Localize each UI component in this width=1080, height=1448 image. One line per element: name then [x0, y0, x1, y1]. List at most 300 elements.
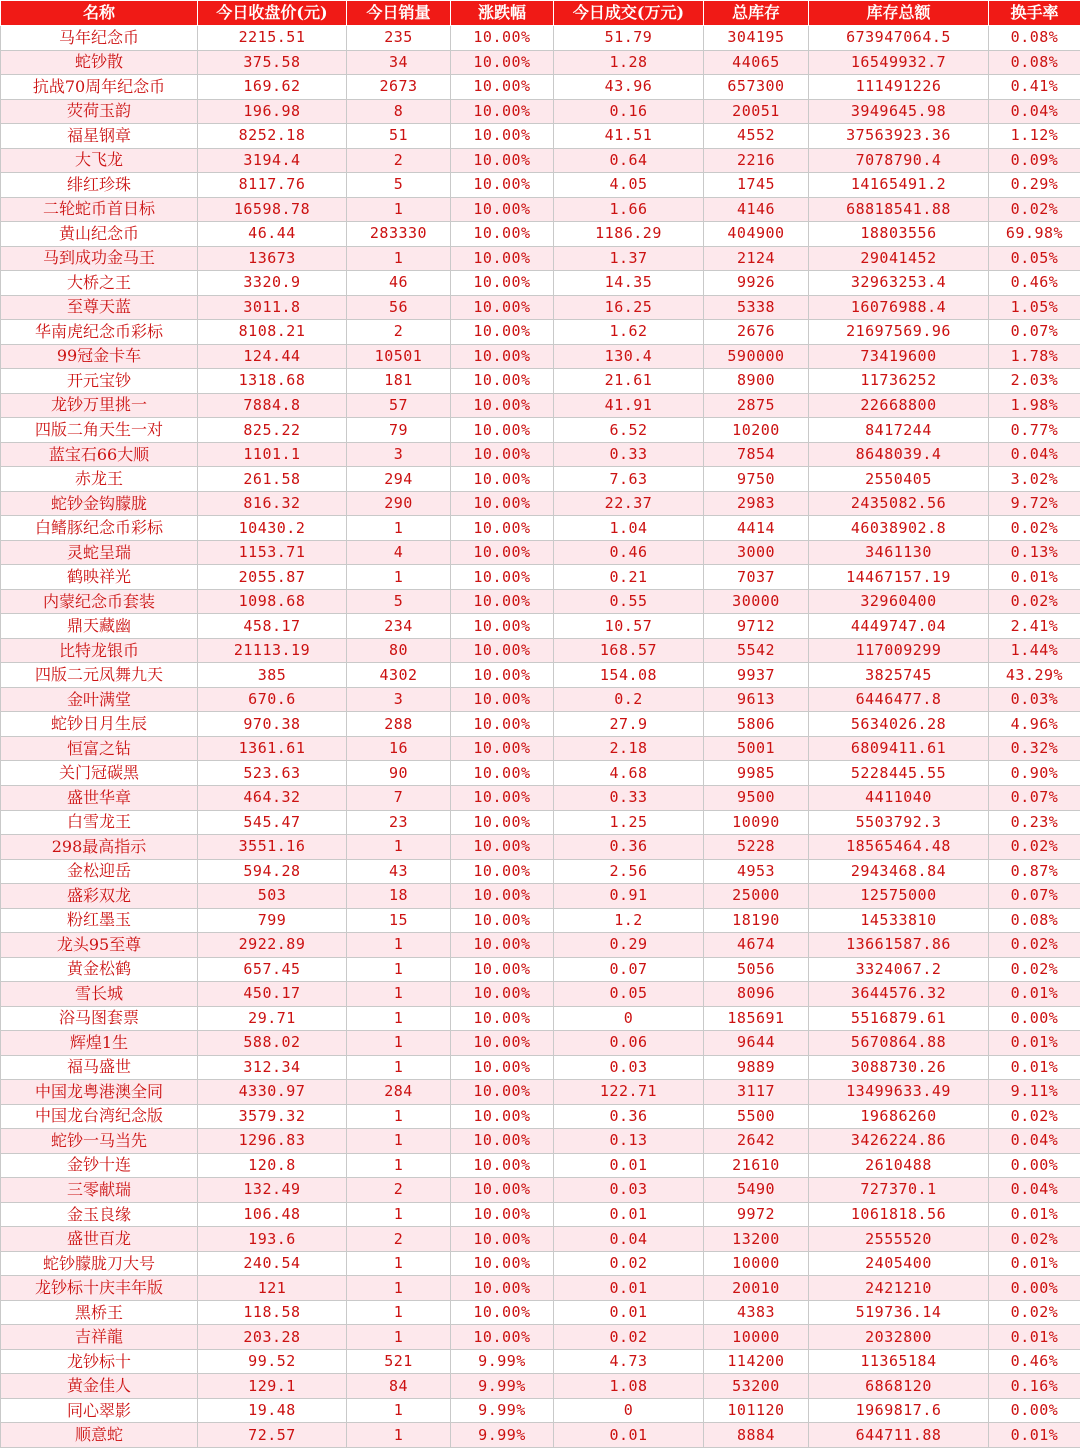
cell-name: 金钞十连 [1, 1153, 198, 1178]
cell-close-price: 545.47 [198, 810, 347, 835]
cell-close-price: 7884.8 [198, 393, 347, 418]
cell-total-stock: 4674 [704, 933, 809, 958]
column-header-turnover: 今日成交(万元) [554, 1, 704, 26]
cell-change-pct: 10.00% [451, 148, 554, 173]
cell-close-price: 2215.51 [198, 26, 347, 51]
cell-sales-volume: 1 [347, 565, 451, 590]
cell-turnover-rate: 0.05% [989, 246, 1080, 271]
cell-close-price: 670.6 [198, 687, 347, 712]
table-row [1, 933, 1080, 958]
column-header-stock-value: 库存总额 [809, 1, 989, 26]
cell-sales-volume: 80 [347, 638, 451, 663]
table-row [1, 859, 1080, 884]
cell-total-stock: 9750 [704, 467, 809, 492]
cell-turnover-rate: 9.11% [989, 1080, 1080, 1105]
cell-total-stock: 10000 [704, 1325, 809, 1350]
cell-change-pct: 10.00% [451, 687, 554, 712]
cell-sales-volume: 79 [347, 418, 451, 443]
cell-name: 福星钢章 [1, 124, 198, 149]
cell-name: 中国龙粤港澳全同 [1, 1080, 198, 1105]
table-row [1, 393, 1080, 418]
cell-close-price: 193.6 [198, 1227, 347, 1252]
table-row [1, 320, 1080, 345]
table-row [1, 295, 1080, 320]
cell-turnover-rate: 0.46% [989, 271, 1080, 296]
cell-sales-volume: 3 [347, 687, 451, 712]
table-row [1, 712, 1080, 737]
cell-close-price: 1296.83 [198, 1129, 347, 1154]
cell-stock-value: 644711.88 [809, 1423, 989, 1448]
cell-change-pct: 10.00% [451, 393, 554, 418]
cell-total-stock: 9985 [704, 761, 809, 786]
cell-name: 金叶满堂 [1, 687, 198, 712]
cell-total-stock: 404900 [704, 222, 809, 247]
cell-turnover: 0.33 [554, 785, 704, 810]
cell-stock-value: 3461130 [809, 540, 989, 565]
cell-name: 金松迎岳 [1, 859, 198, 884]
cell-sales-volume: 2 [347, 1227, 451, 1252]
cell-turnover-rate: 1.12% [989, 124, 1080, 149]
table-row [1, 908, 1080, 933]
cell-stock-value: 7078790.4 [809, 148, 989, 173]
cell-name: 金玉良缘 [1, 1202, 198, 1227]
cell-stock-value: 14533810 [809, 908, 989, 933]
cell-sales-volume: 1 [347, 982, 451, 1007]
cell-close-price: 118.58 [198, 1300, 347, 1325]
table-row [1, 687, 1080, 712]
cell-turnover-rate: 1.44% [989, 638, 1080, 663]
cell-turnover-rate: 1.05% [989, 295, 1080, 320]
cell-change-pct: 10.00% [451, 26, 554, 51]
cell-sales-volume: 1 [347, 1153, 451, 1178]
cell-turnover: 0.02 [554, 1325, 704, 1350]
cell-total-stock: 5056 [704, 957, 809, 982]
cell-total-stock: 18190 [704, 908, 809, 933]
cell-close-price: 196.98 [198, 99, 347, 124]
cell-stock-value: 2435082.56 [809, 491, 989, 516]
cell-name: 赤龙王 [1, 467, 198, 492]
cell-sales-volume: 4 [347, 540, 451, 565]
cell-stock-value: 5503792.3 [809, 810, 989, 835]
cell-name: 内蒙纪念币套装 [1, 589, 198, 614]
cell-total-stock: 9644 [704, 1031, 809, 1056]
cell-turnover: 0.04 [554, 1227, 704, 1252]
cell-total-stock: 4146 [704, 197, 809, 222]
cell-total-stock: 2983 [704, 491, 809, 516]
cell-name: 鹤映祥光 [1, 565, 198, 590]
cell-name: 盛彩双龙 [1, 884, 198, 909]
cell-close-price: 1101.1 [198, 442, 347, 467]
cell-sales-volume: 2 [347, 1178, 451, 1203]
cell-sales-volume: 18 [347, 884, 451, 909]
cell-change-pct: 10.00% [451, 222, 554, 247]
cell-turnover: 1.66 [554, 197, 704, 222]
cell-turnover: 4.05 [554, 173, 704, 198]
cell-stock-value: 21697569.96 [809, 320, 989, 345]
table-row [1, 1104, 1080, 1129]
cell-turnover-rate: 0.41% [989, 75, 1080, 100]
cell-stock-value: 1061818.56 [809, 1202, 989, 1227]
cell-name: 大飞龙 [1, 148, 198, 173]
cell-sales-volume: 1 [347, 835, 451, 860]
cell-name: 马到成功金马王 [1, 246, 198, 271]
cell-turnover-rate: 0.04% [989, 1129, 1080, 1154]
cell-stock-value: 8417244 [809, 418, 989, 443]
cell-stock-value: 2032800 [809, 1325, 989, 1350]
table-row [1, 1276, 1080, 1301]
cell-name: 大桥之王 [1, 271, 198, 296]
cell-name: 恒富之钻 [1, 736, 198, 761]
cell-total-stock: 7037 [704, 565, 809, 590]
cell-turnover-rate: 0.00% [989, 1153, 1080, 1178]
cell-change-pct: 10.00% [451, 467, 554, 492]
cell-turnover-rate: 0.16% [989, 1374, 1080, 1399]
cell-stock-value: 3426224.86 [809, 1129, 989, 1154]
cell-sales-volume: 283330 [347, 222, 451, 247]
cell-close-price: 169.62 [198, 75, 347, 100]
cell-turnover: 0.01 [554, 1153, 704, 1178]
cell-stock-value: 68818541.88 [809, 197, 989, 222]
cell-change-pct: 10.00% [451, 442, 554, 467]
cell-sales-volume: 8 [347, 99, 451, 124]
cell-close-price: 8108.21 [198, 320, 347, 345]
cell-turnover: 1.37 [554, 246, 704, 271]
cell-stock-value: 12575000 [809, 884, 989, 909]
cell-sales-volume: 1 [347, 1031, 451, 1056]
cell-name: 灵蛇呈瑞 [1, 540, 198, 565]
table-row [1, 540, 1080, 565]
cell-close-price: 106.48 [198, 1202, 347, 1227]
cell-close-price: 10430.2 [198, 516, 347, 541]
cell-turnover: 41.91 [554, 393, 704, 418]
cell-turnover: 0.01 [554, 1300, 704, 1325]
cell-total-stock: 1745 [704, 173, 809, 198]
cell-close-price: 120.8 [198, 1153, 347, 1178]
cell-stock-value: 6809411.61 [809, 736, 989, 761]
cell-sales-volume: 43 [347, 859, 451, 884]
cell-change-pct: 10.00% [451, 835, 554, 860]
cell-sales-volume: 1 [347, 516, 451, 541]
cell-stock-value: 4411040 [809, 785, 989, 810]
cell-turnover-rate: 0.02% [989, 516, 1080, 541]
cell-change-pct: 10.00% [451, 736, 554, 761]
cell-turnover: 0.01 [554, 1276, 704, 1301]
table-row [1, 1178, 1080, 1203]
cell-turnover-rate: 0.02% [989, 835, 1080, 860]
cell-sales-volume: 1 [347, 1300, 451, 1325]
cell-sales-volume: 10501 [347, 344, 451, 369]
cell-total-stock: 10200 [704, 418, 809, 443]
cell-turnover-rate: 0.04% [989, 442, 1080, 467]
table-row [1, 442, 1080, 467]
cell-change-pct: 10.00% [451, 246, 554, 271]
cell-total-stock: 185691 [704, 1006, 809, 1031]
cell-turnover: 0.16 [554, 99, 704, 124]
cell-change-pct: 10.00% [451, 712, 554, 737]
cell-name: 关门冠碳黑 [1, 761, 198, 786]
cell-turnover: 0.64 [554, 148, 704, 173]
cell-change-pct: 10.00% [451, 859, 554, 884]
cell-sales-volume: 294 [347, 467, 451, 492]
cell-stock-value: 32963253.4 [809, 271, 989, 296]
cell-turnover: 0.03 [554, 1178, 704, 1203]
cell-name: 龙头95至尊 [1, 933, 198, 958]
column-header-change-pct: 涨跌幅 [451, 1, 554, 26]
table-row [1, 614, 1080, 639]
cell-turnover: 0.36 [554, 835, 704, 860]
cell-close-price: 375.58 [198, 50, 347, 75]
cell-sales-volume: 2673 [347, 75, 451, 100]
cell-name: 华南虎纪念币彩标 [1, 320, 198, 345]
cell-stock-value: 32960400 [809, 589, 989, 614]
cell-sales-volume: 51 [347, 124, 451, 149]
cell-total-stock: 13200 [704, 1227, 809, 1252]
table-row [1, 1398, 1080, 1423]
cell-name: 黑桥王 [1, 1300, 198, 1325]
cell-name: 同心翠影 [1, 1398, 198, 1423]
cell-name: 黄金松鹤 [1, 957, 198, 982]
cell-total-stock: 4414 [704, 516, 809, 541]
table-row [1, 1080, 1080, 1105]
cell-name: 蛇钞散 [1, 50, 198, 75]
cell-close-price: 825.22 [198, 418, 347, 443]
cell-turnover: 1.2 [554, 908, 704, 933]
cell-sales-volume: 16 [347, 736, 451, 761]
column-header-turnover-rate: 换手率 [989, 1, 1080, 26]
cell-change-pct: 9.99% [451, 1374, 554, 1399]
cell-turnover-rate: 0.01% [989, 1423, 1080, 1448]
cell-change-pct: 10.00% [451, 173, 554, 198]
cell-turnover-rate: 0.23% [989, 810, 1080, 835]
cell-total-stock: 9972 [704, 1202, 809, 1227]
table-row [1, 1227, 1080, 1252]
cell-sales-volume: 1 [347, 1104, 451, 1129]
cell-close-price: 19.48 [198, 1398, 347, 1423]
header-row [1, 1, 1080, 26]
cell-change-pct: 10.00% [451, 99, 554, 124]
cell-close-price: 464.32 [198, 785, 347, 810]
cell-turnover: 16.25 [554, 295, 704, 320]
table-row [1, 124, 1080, 149]
cell-total-stock: 53200 [704, 1374, 809, 1399]
cell-change-pct: 10.00% [451, 1104, 554, 1129]
cell-sales-volume: 521 [347, 1349, 451, 1374]
cell-change-pct: 9.99% [451, 1398, 554, 1423]
cell-turnover-rate: 0.32% [989, 736, 1080, 761]
cell-sales-volume: 1 [347, 1423, 451, 1448]
cell-name: 二轮蛇币首日标 [1, 197, 198, 222]
cell-turnover: 0.33 [554, 442, 704, 467]
cell-close-price: 816.32 [198, 491, 347, 516]
cell-change-pct: 10.00% [451, 197, 554, 222]
cell-total-stock: 657300 [704, 75, 809, 100]
cell-name: 辉煌1生 [1, 1031, 198, 1056]
cell-turnover-rate: 0.01% [989, 1031, 1080, 1056]
cell-change-pct: 10.00% [451, 320, 554, 345]
cell-total-stock: 5542 [704, 638, 809, 663]
cell-stock-value: 111491226 [809, 75, 989, 100]
cell-change-pct: 10.00% [451, 50, 554, 75]
cell-close-price: 523.63 [198, 761, 347, 786]
cell-change-pct: 10.00% [451, 761, 554, 786]
cell-stock-value: 5670864.88 [809, 1031, 989, 1056]
cell-name: 298最高指示 [1, 835, 198, 860]
cell-sales-volume: 1 [347, 197, 451, 222]
cell-total-stock: 101120 [704, 1398, 809, 1423]
cell-name: 顺意蛇 [1, 1423, 198, 1448]
cell-sales-volume: 1 [347, 1006, 451, 1031]
cell-stock-value: 8648039.4 [809, 442, 989, 467]
table-row [1, 173, 1080, 198]
cell-change-pct: 10.00% [451, 614, 554, 639]
cell-turnover-rate: 0.08% [989, 26, 1080, 51]
cell-total-stock: 5500 [704, 1104, 809, 1129]
cell-turnover-rate: 1.98% [989, 393, 1080, 418]
cell-turnover: 0.36 [554, 1104, 704, 1129]
cell-close-price: 1361.61 [198, 736, 347, 761]
cell-turnover: 0.13 [554, 1129, 704, 1154]
cell-change-pct: 10.00% [451, 1178, 554, 1203]
table-row [1, 810, 1080, 835]
cell-close-price: 121 [198, 1276, 347, 1301]
cell-stock-value: 727370.1 [809, 1178, 989, 1203]
cell-total-stock: 5490 [704, 1178, 809, 1203]
cell-turnover-rate: 9.72% [989, 491, 1080, 516]
table-row [1, 1031, 1080, 1056]
cell-close-price: 588.02 [198, 1031, 347, 1056]
cell-change-pct: 10.00% [451, 663, 554, 688]
table-row [1, 1374, 1080, 1399]
cell-close-price: 129.1 [198, 1374, 347, 1399]
cell-close-price: 99.52 [198, 1349, 347, 1374]
table-row [1, 736, 1080, 761]
cell-close-price: 4330.97 [198, 1080, 347, 1105]
cell-total-stock: 2676 [704, 320, 809, 345]
cell-change-pct: 10.00% [451, 884, 554, 909]
cell-change-pct: 10.00% [451, 271, 554, 296]
cell-turnover-rate: 43.29% [989, 663, 1080, 688]
cell-name: 粉红墨玉 [1, 908, 198, 933]
cell-sales-volume: 34 [347, 50, 451, 75]
cell-close-price: 132.49 [198, 1178, 347, 1203]
cell-sales-volume: 7 [347, 785, 451, 810]
cell-change-pct: 10.00% [451, 1031, 554, 1056]
cell-sales-volume: 1 [347, 246, 451, 271]
table-row [1, 148, 1080, 173]
cell-total-stock: 10000 [704, 1251, 809, 1276]
cell-sales-volume: 1 [347, 1202, 451, 1227]
cell-total-stock: 7854 [704, 442, 809, 467]
cell-total-stock: 5806 [704, 712, 809, 737]
cell-stock-value: 73419600 [809, 344, 989, 369]
cell-close-price: 594.28 [198, 859, 347, 884]
cell-close-price: 1098.68 [198, 589, 347, 614]
cell-stock-value: 6868120 [809, 1374, 989, 1399]
table-row [1, 1153, 1080, 1178]
cell-sales-volume: 1 [347, 1398, 451, 1423]
cell-turnover: 51.79 [554, 26, 704, 51]
cell-total-stock: 9613 [704, 687, 809, 712]
cell-total-stock: 20051 [704, 99, 809, 124]
cell-name: 中国龙台湾纪念版 [1, 1104, 198, 1129]
cell-turnover-rate: 3.02% [989, 467, 1080, 492]
cell-sales-volume: 57 [347, 393, 451, 418]
cell-total-stock: 3000 [704, 540, 809, 565]
cell-name: 至尊天蓝 [1, 295, 198, 320]
cell-name: 浴马图套票 [1, 1006, 198, 1031]
cell-stock-value: 37563923.36 [809, 124, 989, 149]
table-row [1, 344, 1080, 369]
cell-stock-value: 6446477.8 [809, 687, 989, 712]
cell-total-stock: 3117 [704, 1080, 809, 1105]
cell-close-price: 458.17 [198, 614, 347, 639]
table-row [1, 1300, 1080, 1325]
cell-turnover: 0.07 [554, 957, 704, 982]
cell-sales-volume: 1 [347, 933, 451, 958]
cell-total-stock: 30000 [704, 589, 809, 614]
cell-turnover: 0.01 [554, 1202, 704, 1227]
cell-turnover-rate: 0.07% [989, 785, 1080, 810]
cell-change-pct: 10.00% [451, 1080, 554, 1105]
cell-stock-value: 4449747.04 [809, 614, 989, 639]
cell-close-price: 970.38 [198, 712, 347, 737]
cell-stock-value: 19686260 [809, 1104, 989, 1129]
cell-name: 四版二元凤舞九天 [1, 663, 198, 688]
table-row [1, 271, 1080, 296]
cell-change-pct: 10.00% [451, 589, 554, 614]
cell-total-stock: 2216 [704, 148, 809, 173]
cell-name: 比特龙银币 [1, 638, 198, 663]
cell-change-pct: 10.00% [451, 638, 554, 663]
cell-change-pct: 10.00% [451, 1325, 554, 1350]
cell-close-price: 3579.32 [198, 1104, 347, 1129]
cell-turnover-rate: 0.13% [989, 540, 1080, 565]
cell-stock-value: 2421210 [809, 1276, 989, 1301]
cell-name: 马年纪念币 [1, 26, 198, 51]
table-row [1, 1349, 1080, 1374]
cell-name: 盛世华章 [1, 785, 198, 810]
cell-turnover-rate: 2.41% [989, 614, 1080, 639]
cell-change-pct: 10.00% [451, 516, 554, 541]
cell-turnover-rate: 0.07% [989, 320, 1080, 345]
cell-name: 三零献瑞 [1, 1178, 198, 1203]
cell-turnover: 0.29 [554, 933, 704, 958]
cell-total-stock: 9937 [704, 663, 809, 688]
cell-stock-value: 14165491.2 [809, 173, 989, 198]
cell-turnover: 0 [554, 1006, 704, 1031]
cell-close-price: 3551.16 [198, 835, 347, 860]
cell-stock-value: 2550405 [809, 467, 989, 492]
cell-name: 蛇钞日月生辰 [1, 712, 198, 737]
cell-change-pct: 10.00% [451, 1006, 554, 1031]
cell-turnover: 0.91 [554, 884, 704, 909]
cell-turnover-rate: 0.01% [989, 1202, 1080, 1227]
cell-stock-value: 3644576.32 [809, 982, 989, 1007]
cell-close-price: 21113.19 [198, 638, 347, 663]
cell-turnover-rate: 0.08% [989, 908, 1080, 933]
cell-turnover-rate: 0.04% [989, 99, 1080, 124]
cell-sales-volume: 1 [347, 1276, 451, 1301]
cell-turnover-rate: 0.02% [989, 933, 1080, 958]
table-row [1, 26, 1080, 51]
table-row [1, 491, 1080, 516]
cell-change-pct: 10.00% [451, 1129, 554, 1154]
cell-stock-value: 2555520 [809, 1227, 989, 1252]
cell-stock-value: 14467157.19 [809, 565, 989, 590]
cell-turnover-rate: 0.90% [989, 761, 1080, 786]
cell-turnover: 122.71 [554, 1080, 704, 1105]
cell-change-pct: 10.00% [451, 1153, 554, 1178]
